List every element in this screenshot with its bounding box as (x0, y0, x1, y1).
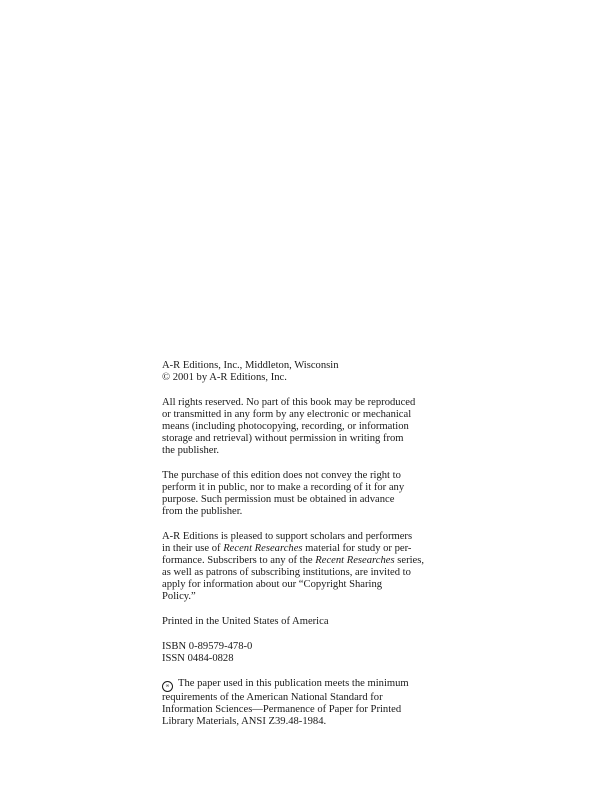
support-text: Policy.” (162, 591, 196, 602)
copyright-page-block (162, 360, 462, 741)
issn-line: ISSN 0484-0828 (162, 653, 234, 664)
publisher-paragraph (162, 360, 462, 384)
performance-line: The purchase of this edition does not convey the right to (162, 470, 401, 481)
paper-line (162, 678, 462, 692)
support-line (162, 555, 462, 567)
series-title-italic: Recent Researches (223, 543, 303, 554)
support-text: formance. Subscribers to any of the (162, 555, 316, 566)
support-line (162, 579, 462, 591)
support-line (162, 531, 462, 543)
isbn-line: ISBN 0-89579-478-0 (162, 641, 253, 652)
publisher-line: A-R Editions, Inc., Middleton, Wisconsin (162, 360, 339, 371)
paper-paragraph (162, 678, 462, 728)
support-line (162, 567, 462, 579)
rights-line: or transmitted in any form by any electronic or mechanical (162, 409, 412, 420)
paper-line: Information Sciences—Permanence of Paper for Printed (162, 704, 402, 715)
printed-line: Printed in the United States of America (162, 616, 329, 627)
paper-line: Library Materials, ANSI Z39.48-1984. (162, 716, 327, 727)
rights-line: storage and retrieval) without permission in writing from (162, 433, 404, 444)
support-text: in their use of (162, 543, 224, 554)
support-paragraph (162, 531, 462, 603)
support-line (162, 543, 462, 555)
permanence-of-paper-icon: ∞ (162, 681, 173, 692)
support-text: apply for information about our “Copyright Sharing (162, 579, 383, 590)
rights-line: the publisher. (162, 445, 220, 456)
identifiers-paragraph (162, 641, 462, 665)
performance-line: perform it in public, nor to make a recording of it for any (162, 482, 405, 493)
performance-line: from the publisher. (162, 506, 243, 517)
support-text: series, (394, 555, 425, 566)
rights-line: All rights reserved. No part of this book may be reproduced (162, 397, 416, 408)
support-text: A-R Editions is pleased to support scholars and performers (162, 531, 413, 542)
copyright-line: © 2001 by A-R Editions, Inc. (162, 372, 287, 383)
series-title-italic: Recent Researches (315, 555, 395, 566)
paper-line: requirements of the American National Standard for (162, 692, 383, 703)
support-text: as well as patrons of subscribing institutions, are invited to (162, 567, 411, 578)
support-line (162, 591, 462, 603)
paper-text: The paper used in this publication meets the minimum (178, 678, 409, 689)
performance-line: purpose. Such permission must be obtained in advance (162, 494, 395, 505)
printed-paragraph (162, 616, 462, 628)
rights-paragraph (162, 397, 462, 457)
performance-paragraph (162, 470, 462, 518)
rights-line: means (including photocopying, recording, or information (162, 421, 409, 432)
support-text: material for study or per- (302, 543, 412, 554)
